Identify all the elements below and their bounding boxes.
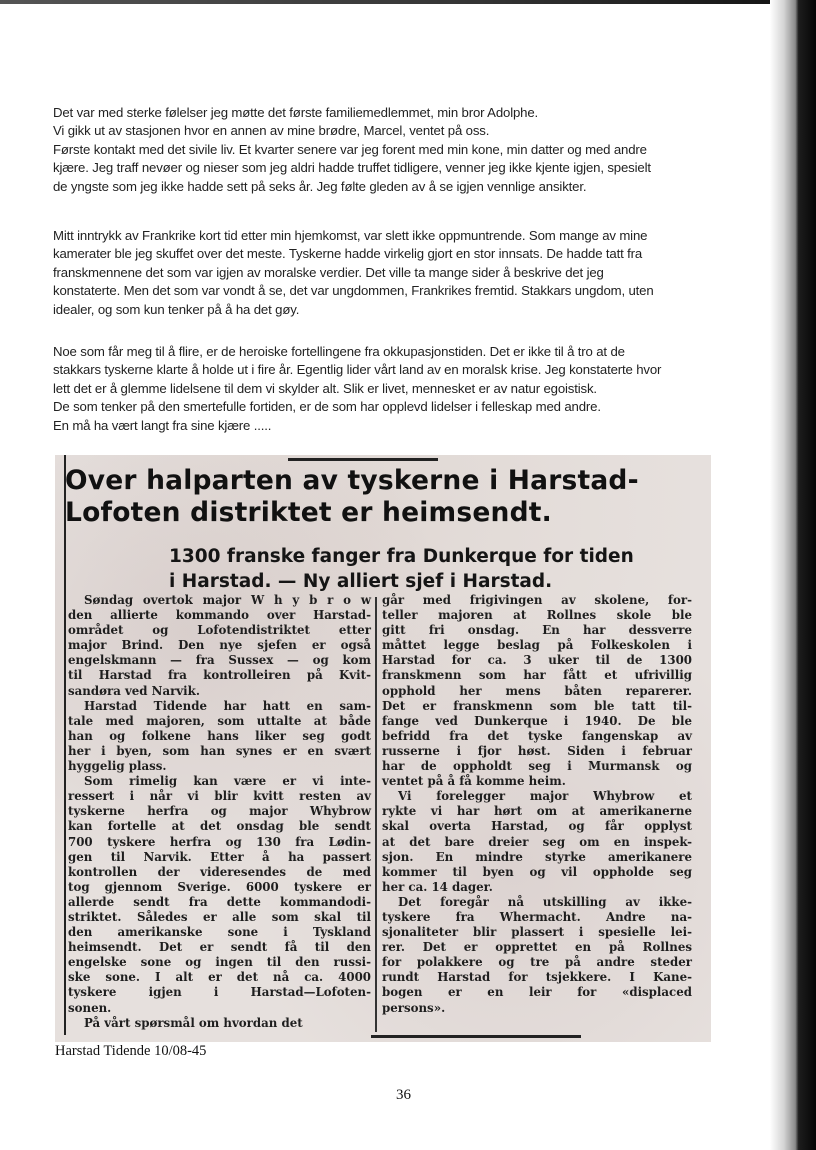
column-line: teller majoren at Rollnes skole ble [382, 608, 692, 623]
column-line: her ca. 14 dager. [382, 879, 493, 894]
clipping-caption: Harstad Tidende 10/08-45 [55, 1043, 207, 1059]
column-line: her i byen, som han synes er en svært [68, 743, 371, 758]
clipping-bottom-rule [371, 1035, 581, 1038]
text-line: Mitt inntrykk av Frankrike kort tid etter min hjemkomst, var slett ikke oppmuntrende. Som mange av mine [53, 228, 648, 243]
text-line: Første kontakt med det sivile liv. Et kvarter senere var jeg forent med min kone, min datter og med andre [53, 141, 647, 157]
column-line: til Harstad fra kontrolleiren på Kvit- [68, 668, 371, 683]
column-line: gen til Narvik. Etter å ha passert [68, 849, 371, 864]
column-line: den allierte kommando over Harstad- [68, 608, 371, 623]
column-line: 700 tyskere herfra og 130 fra Lødin- [68, 834, 371, 849]
paragraph-homecoming [53, 104, 773, 196]
column-line: rundt Harstad for tsjekkere. I Kane- [382, 970, 692, 985]
column-line: går med frigivingen av skolene, for- [382, 593, 692, 607]
column-line: at det bare dreier seg om en inspek- [382, 834, 692, 849]
column-line: området og Lofotendistriktet etter [68, 623, 371, 638]
scan-top-edge [0, 0, 816, 4]
column-line: tyskere igjen i Harstad—Lofoten- [68, 985, 371, 1000]
column-line: rer. Det er opprettet en på Rollnes [382, 940, 692, 955]
column-line: sjonaliteter blir plassert i spesielle lei- [382, 925, 692, 940]
column-line: rykte vi har hørt om at amerikanerne [382, 804, 692, 819]
headline-line: Over halparten av tyskerne i Harstad- [65, 465, 639, 496]
subheadline-line: i Harstad. — Ny alliert sjef i Harstad. [169, 571, 553, 592]
paragraph-reflection [53, 343, 773, 435]
column-line: har de oppholdt seg i Murmansk og [382, 759, 692, 774]
column-line: major Brind. Den nye sjefen er også [68, 638, 371, 653]
text-line: lett det er å glemme lidelsene til dem vi skylder alt. Slik er livet, mennesket er av natur egoistisk. [53, 380, 597, 396]
clipping-subheadline [169, 544, 634, 594]
column-line: fange ved Dunkerque i 1940. De ble [382, 713, 692, 728]
column-line: ventet på å få komme heim. [382, 774, 566, 789]
subheadline-line: 1300 franske fanger fra Dunkerque for tiden [169, 546, 634, 567]
column-line: Vi forelegger major Whybrow et [398, 789, 692, 804]
column-line: Søndag overtok major W h y b r o w [84, 593, 371, 607]
column-line: sjon. En mindre styrke amerikanere [382, 849, 692, 864]
column-line: tale med majoren, som uttalte at både [68, 713, 371, 728]
column-line: befridd fra det tyske fangenskap av [382, 728, 692, 743]
clipping-right-column [382, 593, 692, 1016]
column-line: heimsendt. Det er sendt få til den [68, 940, 371, 955]
column-line: russerne i fjor høst. Siden i februar [382, 743, 692, 758]
column-line: Harstad for ca. 3 uker til de 1300 [382, 653, 692, 668]
clipping-left-rule [64, 455, 66, 1035]
text-line: De som tenker på den smertefulle fortiden, er de som har opplevd lidelser i felleskap med andre. [53, 399, 601, 415]
column-line: sandøra ved Narvik. [68, 683, 200, 698]
column-line: hyggelig plass. [68, 759, 167, 774]
column-line: ske sone. I alt er det nå ca. 4000 [68, 970, 371, 985]
text-line: kamerater ble jeg skuffet over det meste. Tyskerne hadde virkelig gjort en stor innsats. De hadde tatt fra [53, 246, 643, 262]
column-line: engelskmann — fra Sussex — og kom [68, 653, 371, 668]
text-line: idealer, og som kun tenker på å ha det gøy. [53, 301, 300, 317]
column-line: opphold her mens båten reparerer. [382, 683, 692, 698]
column-line: franskmenn som har fått et ufrivillig [382, 668, 692, 683]
column-line: persons». [382, 1000, 446, 1015]
column-line: gitt fri onsdag. En har dessverre [382, 623, 692, 638]
column-line: ressert i når vi blir kvitt resten av [68, 789, 371, 804]
column-line: sonen. [68, 1000, 112, 1015]
column-line: måttet legge beslag på Folkeskolen i [382, 638, 692, 653]
column-line: bogen er en leir for «displaced [382, 985, 692, 1000]
headline-line: Lofoten distriktet er heimsendt. [65, 497, 552, 528]
column-line: Som rimelig kan være er vi inte- [84, 774, 371, 789]
paragraph-impression [53, 227, 773, 319]
column-line: engelske sone og ingen til den russi- [68, 955, 371, 970]
column-line: tog gjennom Sverige. 6000 tyskere er [68, 879, 371, 894]
column-line: tyskerne herfra og major Whybrow [68, 804, 371, 819]
text-line: kjære. Jeg traff nevøer og nieser som jeg aldri hadde truffet tidligere, venner jeg ikke kjente igjen, spesielt [53, 160, 651, 176]
column-line: Det er franskmenn som ble tatt til- [382, 698, 692, 713]
clipping-left-column [68, 593, 371, 1031]
text-line: de yngste som jeg ikke hadde sett på seks år. Jeg følte gleden av å se igjen vennlige ansikter. [53, 178, 587, 194]
page-number: 36 [396, 1087, 411, 1103]
text-line: Vi gikk ut av stasjonen hvor en annen av mine brødre, Marcel, ventet på oss. [53, 123, 490, 139]
clipping-top-rule [288, 458, 438, 461]
clipping-headline [65, 465, 715, 529]
text-line: franskmennene det som var igjen av moralske verdier. Det ville ta mange sider å beskrive det jeg [53, 264, 604, 280]
column-line: Det foregår nå utskilling av ikke- [398, 894, 692, 909]
column-line: for polakkere og tre på andre steder [382, 955, 692, 970]
column-line: kan fortelle at det onsdag ble sendt [68, 819, 371, 834]
column-line: Harstad Tidende har hatt en sam- [84, 698, 371, 713]
column-line: skal overta Harstad, og får opplyst [382, 819, 692, 834]
column-line: På vårt spørsmål om hvordan det [84, 1015, 303, 1030]
column-line: tyskere fra Whermacht. Andre na- [382, 909, 692, 924]
text-line: stakkars tyskerne klarte å holde ut i fire år. Egentlig lider vårt land av en moralsk krise. Jeg konstaterte hvor [53, 362, 662, 378]
text-line: konstaterte. Men det som var vondt å se, det var ungdommen, Frankrikes fremtid. Stakkars ungdom, uten [53, 283, 654, 299]
column-line: kontrollen der videresendes de med [68, 864, 371, 879]
column-line: allerde sendt fra dette kommandodi- [68, 894, 371, 909]
text-line: Det var med sterke følelser jeg møtte det første familiemedlemmet, min bror Adolphe. [53, 105, 539, 120]
column-line: den amerikanske sone i Tyskland [68, 925, 371, 940]
column-divider [375, 597, 377, 1032]
text-line: Noe som får meg til å flire, er de heroiske fortellingene fra okkupasjonstiden. Det er ikke til å tro at de [53, 344, 625, 359]
column-line: kommer til byen og vil oppholde seg [382, 864, 692, 879]
column-line: han og folkene hans liker seg godt [68, 728, 371, 743]
text-line: En må ha vært langt fra sine kjære ..... [53, 417, 272, 433]
book-spine-shadow [770, 0, 816, 1150]
column-line: striktet. Således er alle som skal til [68, 909, 371, 924]
newspaper-clipping [55, 455, 711, 1042]
